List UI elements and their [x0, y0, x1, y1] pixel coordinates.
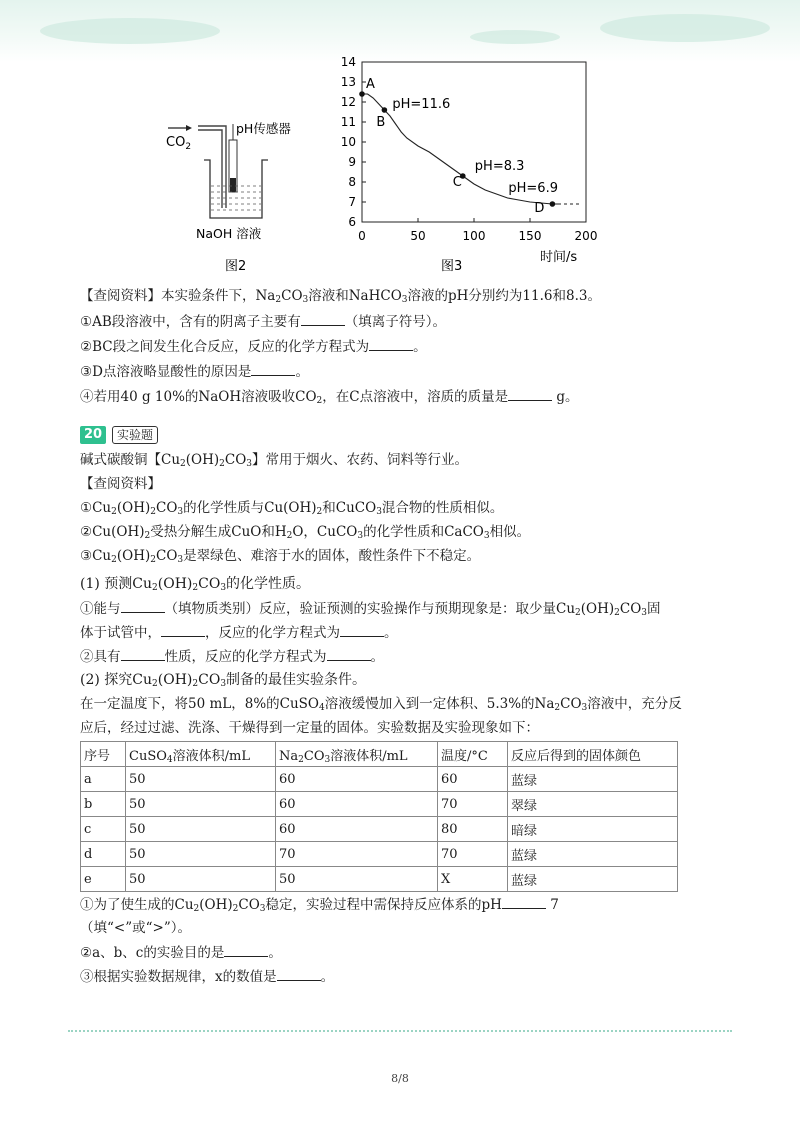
question-number-badge: 20 [80, 426, 106, 444]
table-cell: 50 [126, 767, 276, 792]
answer-blank[interactable] [251, 361, 295, 376]
table-row [81, 842, 678, 867]
table-cell: 翠绿 [508, 792, 678, 817]
point-label: B [376, 115, 386, 130]
q19-item-2: ②BC段之间发生化合反应，反应的化学方程式为 。 [80, 336, 427, 357]
header-band [0, 0, 800, 62]
table-cell: 蓝绿 [508, 767, 678, 792]
answer-blank[interactable] [121, 598, 165, 613]
table-cell: d [81, 842, 126, 867]
point-label: D [534, 201, 545, 216]
q20-line: 应后，经过过滤、洗涤、干燥得到一定量的固体。实验数据及实验现象如下： [80, 720, 539, 736]
figure-3-chart [341, 55, 598, 274]
q20-line: ②具有 性质，反应的化学方程式为 。 [80, 646, 384, 667]
table-cell: 60 [276, 817, 438, 842]
point-label: C [452, 175, 462, 190]
answer-blank[interactable] [121, 646, 165, 661]
q20-line: $③Cu_2(OH)_2CO_3$是翠绿色、难溶于水的固体，酸性条件下不稳定。 [80, 548, 481, 565]
table-cell: e [81, 867, 126, 892]
x-tick-label: 200 [574, 229, 598, 243]
x-axis-label: 时间/s [540, 250, 578, 265]
x-tick-label: 150 [518, 229, 542, 243]
q20-after-3: ②a、b、c的实验目的是 。 [80, 942, 282, 963]
table-cell: 蓝绿 [508, 842, 678, 867]
y-tick-label: 9 [348, 155, 356, 169]
decorative-cloud [600, 14, 770, 42]
x-tick-label: 100 [462, 229, 486, 243]
table-cell: 70 [276, 842, 438, 867]
q19-info: 【查阅资料】本实验条件下，$Na_2CO_3$溶液和NaHCO$_3$溶液的pH分别约为11.6和8.3。 [80, 288, 601, 305]
table-cell: 反应后得到的固体颜色 [508, 742, 678, 767]
data-point-marker [382, 107, 388, 113]
table-cell: 50 [126, 842, 276, 867]
table-cell: X [438, 867, 508, 892]
data-point-marker [550, 201, 556, 207]
figure-2-apparatus [166, 121, 291, 274]
q19-item-3: ③D点溶液略显酸性的原因是 。 [80, 361, 309, 382]
x-tick-label: 50 [410, 229, 426, 243]
table-cell: 70 [438, 842, 508, 867]
q20-line: $②Cu(OH)_2$受热分解生成CuO和$H_2O$，CuCO$_3$的化学性质和CaCO$_3$相似。 [80, 524, 531, 541]
q20-line: 在一定温度下，将50 mL，8%的CuSO$_4$溶液缓慢加入到一定体积、5.3%的$Na_2CO_3$溶液中，充分反 [80, 696, 682, 713]
gas-arrowhead [186, 125, 192, 131]
table-cell: $Na_2CO_3$溶液体积/mL [276, 742, 438, 767]
plot-frame [362, 62, 586, 222]
answer-blank[interactable] [340, 622, 384, 637]
question-type-tag: 实验题 [112, 426, 158, 444]
table-cell: b [81, 792, 126, 817]
table-cell: a [81, 767, 126, 792]
y-tick-label: 14 [340, 55, 356, 69]
table-cell: 50 [126, 792, 276, 817]
table-cell: 50 [276, 867, 438, 892]
ph-value-label: pH=8.3 [474, 159, 525, 174]
table-cell: 蓝绿 [508, 867, 678, 892]
chart-annotations [359, 77, 558, 216]
table-row [81, 867, 678, 892]
q20-line: 碱式碳酸铜【$Cu_2(OH)_2CO_3$】常用于烟火、农药、饲料等行业。 [80, 452, 469, 469]
q20-part-1-heading: (1) 预测$Cu_2(OH)_2CO_3$的化学性质。 [80, 576, 311, 593]
y-tick-label: 7 [348, 195, 356, 209]
decorative-cloud [40, 18, 220, 44]
answer-blank[interactable] [327, 646, 371, 661]
table-cell: 60 [438, 767, 508, 792]
q20-after-1: ①为了使生成的$Cu_2(OH)_2CO_3$稳定，实验过程中需保持反应体系的pH 7 [80, 894, 559, 915]
y-tick-label: 6 [348, 215, 356, 229]
table-cell: c [81, 817, 126, 842]
ph-value-label: pH=6.9 [508, 181, 559, 196]
figure-2-caption: 图2 [225, 259, 247, 274]
table-row [81, 792, 678, 817]
figures-svg [0, 55, 800, 285]
answer-blank[interactable] [369, 336, 413, 351]
table-cell: 70 [438, 792, 508, 817]
gas-label: $CO_2$ [166, 135, 192, 152]
point-label: A [366, 77, 375, 92]
sensor-label: pH传感器 [236, 121, 291, 136]
table-cell: 暗绿 [508, 817, 678, 842]
ph-value-label: pH=11.6 [392, 97, 451, 112]
experiment-data-table [80, 741, 678, 892]
x-tick-label: 0 [358, 229, 366, 243]
y-tick-label: 10 [340, 135, 356, 149]
table-cell: 温度/°C [438, 742, 508, 767]
footer-divider [68, 1030, 732, 1032]
table-cell: 80 [438, 817, 508, 842]
answer-blank[interactable] [502, 894, 546, 909]
q20-part-2-heading: (2) 探究$Cu_2(OH)_2CO_3$制备的最佳实验条件。 [80, 672, 367, 689]
table-header-row [81, 742, 678, 767]
y-tick-label: 12 [340, 95, 356, 109]
table-row [81, 817, 678, 842]
q20-line: 【查阅资料】 [80, 476, 161, 492]
table-cell: 50 [126, 867, 276, 892]
data-point-marker [359, 91, 365, 97]
page-number: 8/8 [391, 1072, 409, 1085]
answer-blank[interactable] [224, 942, 268, 957]
q20-after-2: （填“<”或“>”）。 [80, 920, 191, 936]
answer-blank[interactable] [277, 966, 321, 981]
y-tick-label: 13 [340, 75, 356, 89]
q20-after-4: ③根据实验数据规律，x的数值是 。 [80, 966, 334, 987]
answer-blank[interactable] [301, 311, 345, 326]
solution-label: NaOH 溶液 [196, 226, 262, 241]
table-row [81, 767, 678, 792]
table-cell: 序号 [81, 742, 126, 767]
q20-line: $①Cu_2(OH)_2CO_3$的化学性质与$Cu(OH)_2$和CuCO$_3$混合物的性质相似。 [80, 500, 504, 517]
table-cell: 60 [276, 792, 438, 817]
answer-blank[interactable] [508, 386, 552, 401]
figure-3-caption: 图3 [441, 259, 463, 274]
table-cell: 50 [126, 817, 276, 842]
decorative-cloud [470, 30, 560, 44]
y-tick-label: 11 [340, 115, 356, 129]
figures-area [0, 55, 800, 285]
q19-item-1: ①AB段溶液中，含有的阴离子主要有 （填离子符号）。 [80, 311, 446, 332]
answer-blank[interactable] [161, 622, 205, 637]
q19-item-4: ④若用40 g 10%的NaOH溶液吸收$CO_2$，在C点溶液中，溶质的质量是 g。 [80, 386, 579, 407]
ph-sensor-tip [230, 178, 236, 192]
q20-line: ①能与 （填物质类别）反应，验证预测的实验操作与预期现象是：取少量$Cu_2(OH)_2CO_3$固 [80, 598, 661, 619]
table-cell: 60 [276, 767, 438, 792]
q20-line: 体于试管中， ，反应的化学方程式为 。 [80, 622, 398, 643]
y-tick-label: 8 [348, 175, 356, 189]
table-cell: CuSO$_4$溶液体积/mL [126, 742, 276, 767]
